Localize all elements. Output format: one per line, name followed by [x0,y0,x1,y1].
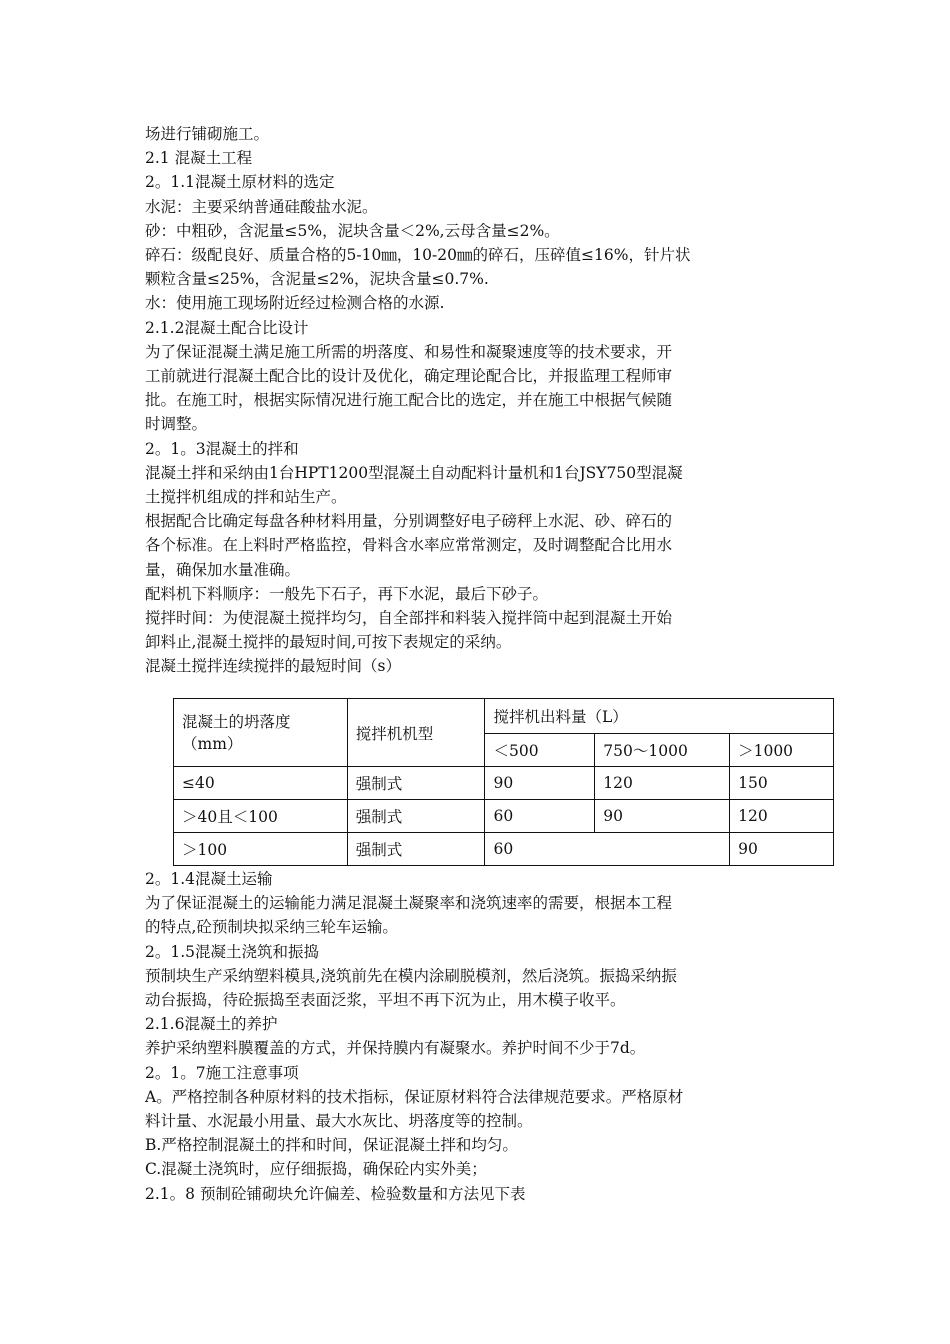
text-line: 水：使用施工现场附近经过检测合格的水源. [145,294,445,313]
section-heading: 2.1 混凝土工程 [145,149,253,168]
subsection-heading: 2.1.6混凝土的养护 [145,1015,278,1034]
text-line: 颗粒含量≤25%，含泥量≤2%，泥块含量≤0.7%. [145,270,489,289]
text-line: 混凝土拌和采纳由1台HPT1200型混凝土自动配料计量机和1台JSY750型混凝 [145,463,683,482]
table-row [174,800,834,833]
text-line: 配料机下料顺序：一般先下石子，再下水泥，最后下砂子。 [145,584,549,603]
cell-value: 120 [730,800,834,833]
text-line: 场进行铺砌施工。 [145,125,270,143]
text-block-bottom [145,867,835,1206]
text-line: 根据配合比确定每盘各种材料用量，分别调整好电子磅秤上水泥、砂、碎石的 [145,512,673,531]
text-line: C.混凝土浇筑时，应仔细振捣，确保砼内实外美； [145,1160,487,1179]
subsection-heading: 2。1.5混凝土浇筑和振捣 [145,942,320,961]
text-line: 的特点,砼预制块拟采纳三轮车运输。 [145,918,398,937]
header-mixer-type: 搅拌机机型 [347,699,485,767]
subsection-heading: 2。1.4混凝土运输 [145,870,273,888]
table-row [174,833,834,866]
text-line: 碎石：级配良好、质量合格的5-10㎜，10-20㎜的碎石，压碎值≤16%，针片状 [145,246,691,265]
cell-value: 90 [485,767,595,800]
header-output: 搅拌机出料量（L） [485,699,834,734]
cell-value: 150 [730,767,834,800]
text-line: A。严格控制各种原材料的技术指标，保证原材料符合法律规范要求。严格原材 [145,1087,684,1106]
text-line: 量，确保加水量准确。 [145,560,301,579]
subheader-gt1000: ＞1000 [730,734,834,767]
cell-value: 60 [485,800,595,833]
text-line: 时调整。 [145,415,208,434]
subheader-lt500: ＜500 [485,734,595,767]
cell-slump: ＞100 [174,833,348,866]
subsection-heading: 2.1.2混凝土配合比设计 [145,318,309,337]
subheader-750-1000: 750～1000 [595,734,730,767]
text-line: 动台振捣，待砼振捣至表面泛浆，平坦不再下沉为止，用木模子收平。 [145,991,626,1010]
cell-slump: ＞40且＜100 [174,800,348,833]
table-caption: 混凝土搅拌连续搅拌的最短时间（s） [145,657,401,676]
text-line: 水泥：主要采纳普通硅酸盐水泥。 [145,197,378,216]
table-row [174,767,834,800]
cell-value: 90 [595,800,730,833]
cell-value: 60 [485,833,730,866]
subsection-heading: 2.1。8 预制砼铺砌块允许偏差、检验数量和方法见下表 [145,1184,526,1203]
text-line: 为了保证混凝土满足施工所需的坍落度、和易性和凝聚速度等的技术要求，开 [145,342,673,361]
text-line: 搅拌时间：为使混凝土搅拌均匀，自全部拌和料装入搅拌筒中起到混凝土开始 [145,609,673,628]
cell-value: 120 [595,767,730,800]
text-line: 养护采纳塑料膜覆盖的方式，并保持膜内有凝聚水。养护时间不少于7d。 [145,1039,646,1058]
text-line: 工前就进行混凝土配合比的设计及优化，确定理论配合比，并报监理工程师审 [145,367,673,386]
table-header-row [174,699,834,734]
cell-value: 90 [730,833,834,866]
cell-type: 强制式 [347,833,485,866]
document-page [145,122,835,1203]
text-line: B.严格控制混凝土的拌和时间，保证混凝土拌和均匀。 [145,1136,518,1155]
text-line: 为了保证混凝土的运输能力满足混凝土凝聚率和浇筑速率的需要，根据本工程 [145,894,673,913]
text-line: 预制块生产采纳塑料模具,浇筑前先在模内涂刷脱模剂，然后浇筑。振捣采纳振 [145,966,677,985]
text-line: 卸料止,混凝土搅拌的最短时间,可按下表规定的采纳。 [145,633,512,652]
text-line: 砂：中粗砂，含泥量≤5%，泥块含量＜2%,云母含量≤2%。 [145,221,560,240]
header-slump: 混凝土的坍落度（mm） [174,699,348,767]
subsection-heading: 2。1.1混凝土原材料的选定 [145,173,335,192]
mixing-time-table [173,698,834,866]
text-block-top [145,122,835,679]
cell-type: 强制式 [347,800,485,833]
subsection-heading: 2。1。7施工注意事项 [145,1063,299,1082]
cell-type: 强制式 [347,767,485,800]
text-line: 批。在施工时，根据实际情况进行施工配合比的选定，并在施工中根据气候随 [145,391,673,410]
subsection-heading: 2。1。3混凝土的拌和 [145,439,299,458]
cell-slump: ≤40 [174,767,348,800]
text-line: 各个标准。在上料时严格监控，骨料含水率应常常测定，及时调整配合比用水 [145,536,673,555]
text-line: 土搅拌机组成的拌和站生产。 [145,488,347,507]
text-line: 料计量、水泥最小用量、最大水灰比、坍落度等的控制。 [145,1112,533,1131]
